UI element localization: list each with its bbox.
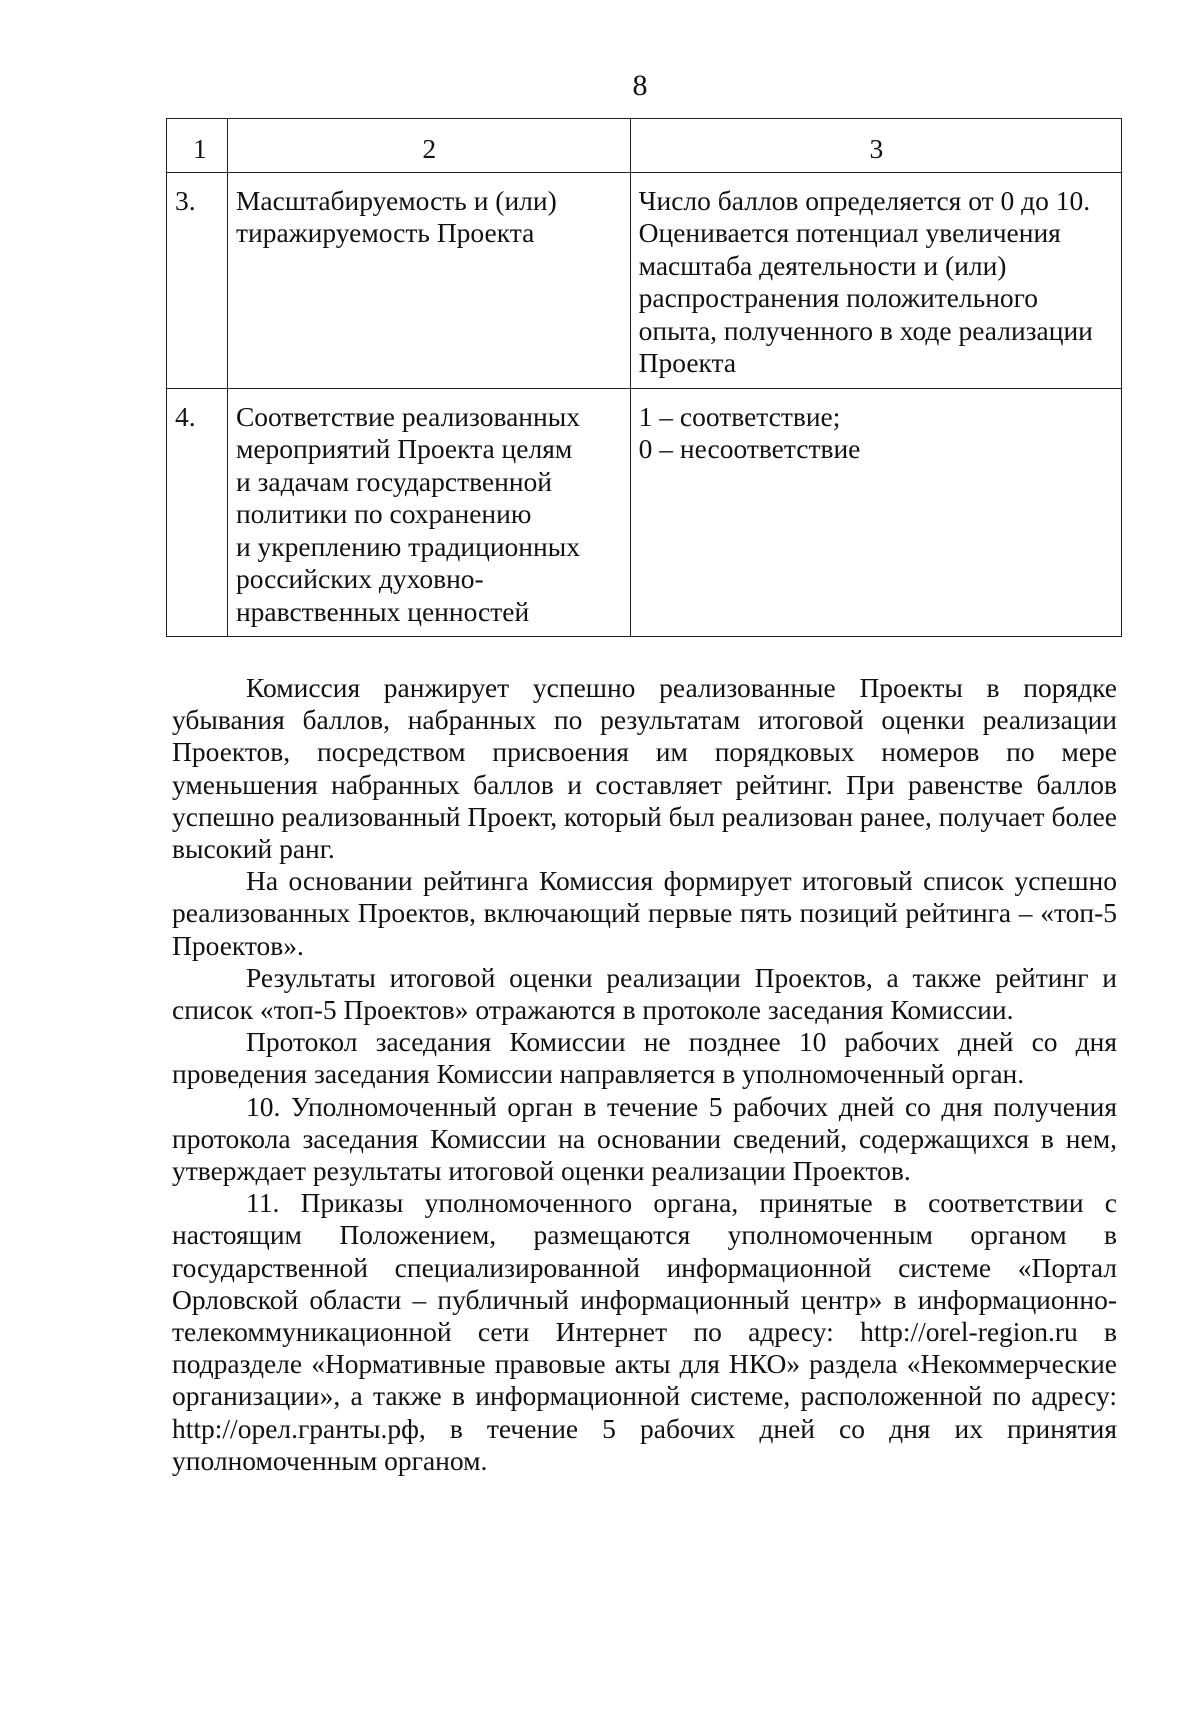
table-header-cell: 3 xyxy=(630,119,1121,173)
criterion-line: политики по сохранению xyxy=(235,498,532,529)
criterion-line: и укреплению традиционных xyxy=(235,530,580,562)
criterion-line: мероприятий Проекта целям xyxy=(235,433,573,464)
table-header-cell: 2 xyxy=(227,119,630,173)
page-number: 8 xyxy=(632,69,648,102)
table-header-cell: 1 xyxy=(167,119,228,173)
criterion-line: Соответствие реализованных xyxy=(235,400,580,432)
criterion-cell: Масштабируемость и (или) тиражируемость Проекта xyxy=(227,172,630,388)
criterion-line: российских духовно- xyxy=(235,563,484,594)
paragraph: Комиссия ранжирует успешно реализованные Проекты в порядке убывания баллов, набранных по результатам итоговой оценки реализации Проектов, посредством присвоения им порядковых номеров по мере уменьшения набранных баллов и составляет рейтинг. При равенстве баллов успешно реализованный Проект, который был реализован ранее, получает более высокий ранг. xyxy=(172,672,1117,865)
evaluation-criteria-table xyxy=(166,118,1122,637)
scoring-cell: Число баллов определяется от 0 до 10. Оценивается потенциал увеличения масштаба деятельности и (или) распространения положительного опыта, полученного в ходе реализации Проекта xyxy=(630,172,1121,388)
paragraph: На основании рейтинга Комиссия формирует итоговый список успешно реализованных Проектов, включающий первые пять позиций рейтинга – «топ-5 Проектов». xyxy=(172,865,1117,961)
criterion-line: и задачам государственной xyxy=(235,465,553,497)
paragraph: Протокол заседания Комиссии не позднее 10 рабочих дней со дня проведения заседания Комиссии направляется в уполномоченный орган. xyxy=(172,1026,1117,1090)
paragraph: 10. Уполномоченный орган в течение 5 рабочих дней со дня получения протокола заседания Комиссии на основании сведений, содержащихся в нем, утверждает результаты итоговой оценки реализации Проектов. xyxy=(172,1090,1117,1187)
row-number-cell: 4. xyxy=(167,388,228,637)
paragraph: Результаты итоговой оценки реализации Проектов, а также рейтинг и список «топ-5 Проектов» отражаются в протоколе заседания Комиссии. xyxy=(172,961,1117,1026)
paragraph: 11. Приказы уполномоченного органа, принятые в соответствии с настоящим Положением, размещаются уполномоченным органом в государственной специализированной информационной системе «Портал Орловской области – публичный информационный центр» в информационно-телекоммуникационной сети Интернет по адресу: http://orel-region.ru в подразделе «Нормативные правовые акты для НКО» раздела «Некоммерческие организации», а также в информационной системе, расположенной по адресу: http://орел.гранты.рф, в течение 5 рабочих дней со дня их принятия уполномоченным органом. xyxy=(172,1187,1117,1476)
table-row xyxy=(167,172,1122,388)
criterion-cell xyxy=(227,388,630,637)
row-number-cell: 3. xyxy=(167,172,228,388)
table-row xyxy=(167,388,1122,637)
scoring-line: 0 – несоответствие xyxy=(638,433,861,464)
body-text xyxy=(172,672,1117,1477)
table-header-row xyxy=(167,119,1122,173)
criterion-line: нравственных ценностей xyxy=(235,595,530,627)
scoring-line: 1 – соответствие; xyxy=(638,400,841,432)
scoring-cell xyxy=(630,388,1121,637)
